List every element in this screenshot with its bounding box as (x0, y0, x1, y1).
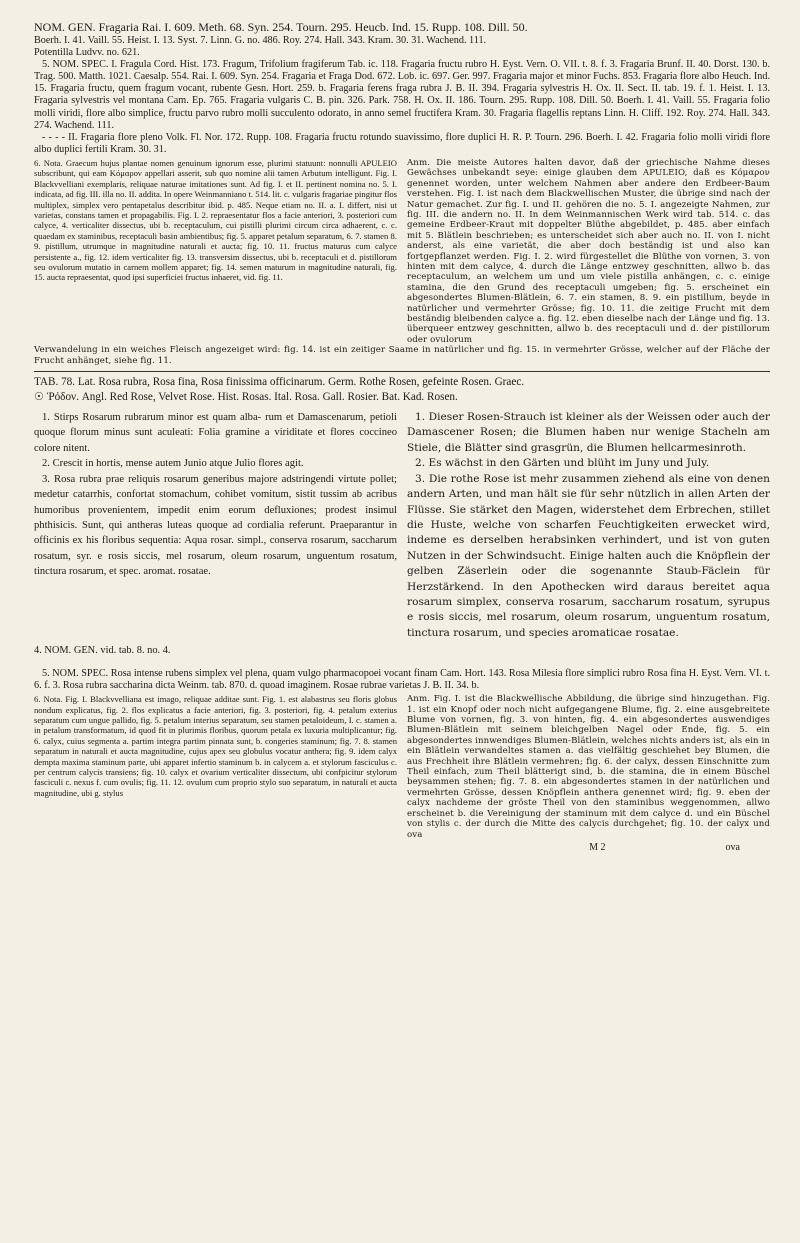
latin-para-3: 3. Rosa rubra prae reliquis rosarum generibus majore adstringendi virtute pollet; medetur catarrhis, confortat stomachum, cohibet vomitum, sistit tussim ab acribus humoribus provenientem, impedit enim eorum defluxiones; prodest insimul phthisicis. Sunt, qui antheras luteas quoque ad cordialia referunt. Praeparantur in officinis ex his floribus sequentia: Aqua rosar. simpl., conserva rosarum, saccharum rosatum, syr. e rosis siccis, mel rosarum, oleum rosarum, unguentum rosatum, tinctura rosarum, et spec. aromat. rosatae. (34, 473, 397, 578)
german-para-2: 2. Es wächst in den Gärten und blüht im Juny und July. (415, 457, 710, 470)
species-names: 5. NOM. SPEC. I. Fragula Cord. Hist. 173. Fragum, Trifolium fragiferum Tab. ic. 118. Fragaria fructu rubro H. Eyst. Vern. O. VII. t. 8. f. 3. Fragaria Brunf. II. 40. Dorst. 130. b. Trag. 500. Matth. 1021. Caesalp. 554. Rai. I. 609. Syn. 254. Fragaria et Fraga Dod. 672. Lob. ic. 697. Ger. 997. Fragaria major et minor Fuchs. 853. Fragaria flore albo Heuch. Ind. 15. Fragaria fructu, quem fragum vocant, rubente Gesn. Hort. 259. b. Fragaria ferens fraga rubra J. B. II. 394. Fragaria sylvestris H. Ox. II. Sect. II. tab. 19. f. 1. Heist. I. 13. Fragaria sylvestris vel montana Cam. Ep. 765. Fragaria vulgaris C. B. pin. 326. Park. 758. H. Ox. II. 186. Tourn. 295. Rupp. 108. Dill. 50. Boerh. I. 41. Vaill. 55. Fragaria folio molli viridi, flore albo simplice, fructu parvo rubro molli succulento odorato, in anno semel fructifera Kram. 30. Fragaria flagellis reptans Linn. H. Cliff. 192. Roy. 274. Hall. 343. 274. Wachend. 111. (34, 59, 770, 131)
nota-2-german: Anm. Fig. I. ist die Blackwellische Abbildung, die übrige sind hinzugethan. Fig. 1. ist ein Knopf oder noch nicht aufgegangene Blume, fig. 2. eine ausgebreitete Blume von vornen, fig. 3. von hinten, fig. 4. ein abgesondertes auswendiges Blumen-Blätlein mit seinem bleichgelben Nagel oder Ende, fig. 5. ein abgesondertes innwendiges Blumen-Blätlein, welches nichts anders ist, als ein in ein Blätlein verwandeltes stamen a. das vielfältig geschiehet bey Blumen, die aus Frechheit ihre Blätlein vermehren; fig. 6. der calyx, dessen Einschnitte zum Theil einfach, zum Theil blätterigt sind, b. die stamina, die in einem Büschel beysammen stehen; fig. 7. 8. ein abgesondertes stamen in der natürlichen und vermehrten Grösse, dessen Knöpflein anthera genennet wird; fig. 9. eben der calyx nachdeme der gröste Theil von den staminibus weggenommen, allwo erscheinet b. die Vereinigung der staminum mit dem calyce d. und ein Büschel von stylis c. der durch die Mitte des calycis durchgehet; fig. 10. der calyx und ova (407, 694, 770, 840)
running-header (34, 20, 770, 35)
nota-2-latin: 6. Nota. Fig. I. Blackvvelliana est imago, reliquae additae sunt. Fig. 1. est alabastrus seu floris globus nondum explicatus, fig. 2. flos explicatus a facie anteriori, fig. 3. posteriori, fig. 4. petalum exterius separatum cum ungue pallido, fig. 5. petalum interius separatum, seu stamen petaloideum, I. c. stamen a. in petalum transformatum, id quod fit in plurimis floribus, quorum petala ex luxuria multiplicantur; fig. 6. calyx, cuius segmenta a. partim integra partim pinnata sunt, b. congeries staminum; fig. 7. 8. stamen separatum in naturali et aucta magnitudine, cujus apex seu globulus vocatur anthera; fig. 9. idem calyx dempta maxima staminum parte, ubi apparet infertio staminum b. in calycem a. et stylorum fasciculus c. per centrum calycis transiens; fig. 10. calyx et ovarium verticaliter dissectum, ubi confpicitur stylorum fasciculi c. nexus f. cum ovulis; fig. 11. 12. ovulum cum proprio stylo suo separatum, in naturali et aucta magnitudine, ubi g. stylus (34, 694, 397, 798)
header-line-2: Boerh. I. 41. Vaill. 55. Heist. I. 13. Syst. 7. Linn. G. no. 486. Roy. 274. Hall. 343. Kram. 30. 31. Wachend. 111. (34, 35, 487, 46)
german-para-3: 3. Die rothe Rose ist mehr zusammen ziehend als eine von denen andern Arten, und man hält sie für sehr nützlich in allen Arten der Flüsse. Sie stärket den Magen, widerstehet dem Erbrechen, stillet die Huste, welche von scharfen Feuchtigkeiten erwecket wird, indeme es derselben herabsinken verhindert, und ist von guten Nutzen in der Schwindsucht. Einige halten auch die Knöpflein der gelben Zäserlein oder die sogenannte Staub-Fäclein für Herzstärkend. In den Apothecken wird daraus bereitet aqua rosarum simplex, conserva rosarum, saccharum rosatum, syrupus e rosis siccis, mel rosarum, oleum rosarum, unguentum rosatum, tinctura rosarum, und species aromaticae rosatae. (407, 472, 770, 639)
nota-1-german: Anm. Die meiste Autores halten davor, daß der griechische Nahme dieses Gewächses unbekandt seye: einige glauben dem APULEIO, daß es Κόμαρον genennet worden, unter welchem Nahmen aber andere den Erdbeer-Baum verstehen. Fig. I. ist nach dem Blackwellischen Muster, die übrige sind nach der Natur gemachet. Zur fig. I. und II. gehören die no. 5. I. angezeigte Nahmen, zur fig. III. die andern no. II. In dem Weinmannischen Werk wird tab. 514. c. das gemeine Erdbeer-Kraut mit doppelter Blüthe abgebildet, p. 485. aber einfach mit 5. Blätlein beschrieben; es unterscheidet sich aber auch no. II. von I. nicht anderst, als eine varietät, die aber doch beständig ist und also kan fortgepflanzet werden. Fig. I. 2. wird fürgestellet die Blüthe von vornen, 3. von hinten mit dem calyce, 4. durch die Länge entzwey geschnitten, allwo b. das receptaculum, an welchem um und um viele pistilla anhängen, c. c. einige stamina, die den Grund des receptaculi umgeben; fig. 5. erscheinet ein abgesondertes Blumen-Blätlein, 6. 7. ein stamen, 8. 9. ein pistillum, beyde in natürlicher und vermehrter Grösse; fig. 10. 11. die zeitige Frucht mit dem beständig bleibenden calyce a. fig. 12. eben dieselbe nach der Länge und fig. 13. überqueer entzwey geschnitten, allwo b. des receptaculi und d. der pistillorum oder ovulorum (407, 157, 770, 345)
header-line-3: Potentilla Ludvv. no. 621. (34, 47, 140, 59)
rosa-description (34, 410, 770, 641)
latin-para-1: 1. Stirps Rosarum rubrarum minor est quam alba- rum et Damascenarum, petioli quoque florum minus sunt aculeati: Folia gramine a viriditate et flores coccineo colore nitent. (34, 412, 397, 454)
page (34, 20, 770, 853)
nota-2 (34, 694, 770, 840)
nota-1 (34, 158, 770, 345)
running-title: NOM. GEN. Fragaria Rai. I. 609. Meth. 68. Syn. 254. Tourn. 295. Heucb. Ind. 15. Rupp. 108. Dill. 50. (34, 20, 528, 34)
catchword: ova (725, 841, 740, 853)
latin-column (34, 410, 397, 641)
signature-mark: M 2 (589, 841, 606, 853)
german-para-1: 1. Dieser Rosen-Strauch ist kleiner als der Weissen oder auch der Damascener Rosen; die Blumen haben nur wenige Stacheln am Stiele, die Blätter sind grasgrün, die Blumen hellcarmesinroth. (407, 411, 770, 454)
tab78-title: TAB. 78. Lat. Rosa rubra, Rosa fina, Rosa finissima officinarum. Germ. Rothe Rosen, gefeinte Rosen. Graec. (34, 376, 525, 389)
divider (34, 371, 770, 372)
nom-gen: 4. NOM. GEN. vid. tab. 8. no. 4. (34, 645, 171, 657)
nota-1-tail: Verwandelung in ein weiches Fleisch angezeiget wird: fig. 14. ist ein zeitiger Saame in natürlicher und fig. 15. in vermehrter Grösse, welcher auf der Fläche der Frucht anhänget, siehe fig. 11. (34, 345, 770, 366)
nom-spec: 5. NOM. SPEC. Rosa intense rubens simplex vel plena, quam vulgo pharmacopoei vocant finam Cam. Hort. 143. Rosa Milesia flore simplici rubro Rosa fina H. Eyst. Vern. VI. t. 6. f. 3. Rosa rubra saccharina dicta Weinm. tab. 870. d. quoad imaginem. Rosae rubrae varietas J. B. II. 34. b. (34, 668, 770, 692)
nota-1-latin: 6. Nota. Graecum hujus plantae nomen genuinum ignorum esse, plurimi statuunt: nonnulli APULEIO subscribunt, qui eam Κόμαρον appellari asserit, sub quo nomine alii tamen Arbutum intelligunt. Fig. I. Blackvvelliani exemplaris, reliquae naturae imitationes sunt. Ad fig. I. et II. pertinent nomina no. 5. I. indicata, ad fig. III. illa no. II. addita. In opere Weinmanniano t. 514. lit. c. vulgaris fragariae pingitur flos multiplex, simplex vero pentapetalus describitur ibid. p. 485. Neque etiam no. II. a. I. differt, nisi ut varietas, constans tamen et propagabilis. Fig. I. 2. repraesentatur flos a facie anteriori, 3. posteriori cum calyce, 4. verticaliter dissectus, ubi b. receptaculum, cui pistilli plurimi circum circa adhaerent, c. c. quaedam ex staminibus, receptaculi basin ambientibus; fig. 5. apparet petalum separatum, 6. 7. stamen 8. 9. pistillum, utrumque in magnitudine naturali et aucta; fig. 10. 11. fructus maturus cum calyce persistente a., fig. 12. idem verticaliter fig. 13. transversim dissectus, ubi b. receptaculi et d. pistillorum seu ovulorum mutatio in carnem mollem apparet; fig. 14. semen maturum in magnitudine naturali, fig. 15. aucta repraesentat, quod ipsi superficiei fructus inhaeret, vid. fig. 11. (34, 157, 397, 283)
german-column (407, 410, 770, 641)
page-footer (34, 842, 770, 853)
tab78-title-2: ☉ Ῥόδον. Angl. Red Rose, Velvet Rose. Hist. Rosas. Ital. Rosa. Gall. Rosier. Bat. Kad. Rosen. (34, 391, 458, 404)
latin-para-2: 2. Crescit in hortis, mense autem Junio atque Julio flores agit. (42, 458, 304, 470)
species-variety: - - - - II. Fragaria flore pleno Volk. Fl. Nor. 172. Rupp. 108. Fragaria fructu rotundo suavissimo, flore duplici H. R. P. Tourn. 296. Boerh. I. 42. Fragaria folio molli viridi flore albo duplici fertili Kram. 30. 31. (34, 131, 770, 155)
